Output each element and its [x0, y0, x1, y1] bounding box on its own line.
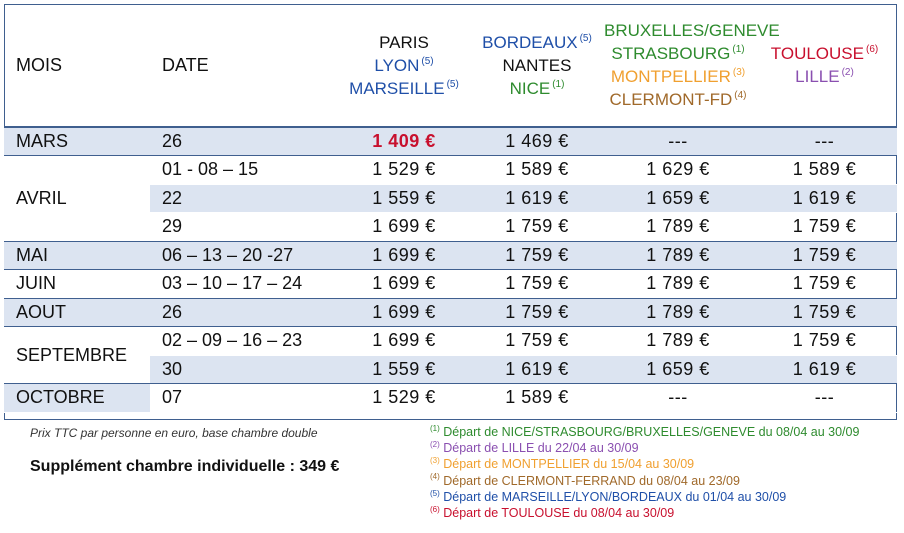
footnote-text: Départ de MARSEILLE/LYON/BORDEAUX du 01/04 au 30/09	[439, 489, 787, 504]
cell-price-col1: 1 529 €	[338, 384, 470, 413]
cell-price-col1: 1 559 €	[338, 355, 470, 384]
cell-price-col3: ---	[604, 127, 752, 156]
footnote-item	[428, 440, 859, 456]
cell-mois: JUIN	[4, 270, 150, 299]
cell-price-col2: 1 759 €	[470, 241, 604, 270]
header-city-name: LILLE	[795, 67, 840, 86]
header-city-name: BORDEAUX	[482, 32, 578, 52]
header-city-name: MONTPELLIER	[610, 67, 731, 86]
header-city-name: STRASBOURG	[611, 44, 731, 63]
header-city-name: PARIS	[379, 32, 429, 52]
cell-price-col4: ---	[752, 127, 897, 156]
footnote-item	[428, 505, 859, 521]
cell-price-col1: 1 409 €	[338, 127, 470, 156]
cell-price-col4: 1 619 €	[752, 355, 897, 384]
cell-price-col4: 1 589 €	[752, 156, 897, 185]
header-city-footnote: (4)	[734, 90, 747, 102]
header-city-footnote: (1)	[552, 78, 565, 90]
footnote-item	[428, 489, 859, 505]
cell-date: 26	[150, 127, 338, 156]
cell-date: 22	[150, 184, 338, 213]
header-city-name: BRUXELLES/GENEVE	[604, 21, 780, 40]
price-note: Prix TTC par personne en euro, base chambre double	[30, 426, 318, 440]
cell-price-col3: 1 789 €	[604, 270, 752, 299]
cell-price-col1: 1 699 €	[338, 298, 470, 327]
cell-date: 03 – 10 – 17 – 24	[150, 270, 338, 299]
cell-price-col4: 1 759 €	[752, 298, 897, 327]
header-city-name: CLERMONT-FD	[609, 90, 733, 109]
header-city-name: MARSEILLE	[349, 78, 445, 98]
footnotes	[428, 424, 859, 521]
header-city-name: TOULOUSE	[770, 44, 864, 63]
cell-date: 02 – 09 – 16 – 23	[150, 327, 338, 356]
footnote-number: (6)	[430, 504, 440, 514]
cell-price-col4: 1 759 €	[752, 213, 897, 242]
header-date: DATE	[150, 4, 338, 127]
header-city-footnote: (5)	[446, 78, 459, 90]
header-city	[752, 65, 897, 88]
footnote-text: Départ de NICE/STRASBOURG/BRUXELLES/GENEVE du 08/04 au 30/09	[439, 425, 860, 439]
header-city	[338, 54, 470, 77]
cell-price-col2: 1 759 €	[470, 270, 604, 299]
cell-price-col4: 1 759 €	[752, 327, 897, 356]
footnote-text: Départ de TOULOUSE du 08/04 au 30/09	[439, 506, 675, 521]
cell-price-col2: 1 589 €	[470, 156, 604, 185]
cell-mois: SEPTEMBRE	[4, 327, 150, 384]
header-city-footnote: (2)	[841, 67, 854, 79]
cell-price-col2: 1 589 €	[470, 384, 604, 413]
footnote-text: Départ de LILLE du 22/04 au 30/09	[439, 441, 639, 456]
cell-price-col1: 1 699 €	[338, 213, 470, 242]
cell-date: 01 - 08 – 15	[150, 156, 338, 185]
cell-mois: OCTOBRE	[4, 384, 150, 413]
header-mois: MOIS	[4, 4, 150, 127]
cell-price-col1: 1 699 €	[338, 241, 470, 270]
header-city-footnote: (3)	[732, 67, 746, 79]
cell-price-col3: ---	[604, 384, 752, 413]
cell-price-col2: 1 759 €	[470, 327, 604, 356]
footnote-item	[428, 473, 859, 489]
header-city-name: LYON	[374, 55, 420, 75]
header-city	[604, 88, 752, 111]
header-city	[604, 42, 752, 65]
footnote-number: (4)	[430, 472, 440, 482]
header-city-name: NANTES	[502, 55, 572, 75]
table-row	[4, 241, 897, 270]
footnote-number: (3)	[430, 456, 440, 466]
cell-date: 07	[150, 384, 338, 413]
header-city-footnote: (6)	[865, 44, 879, 56]
footnote-item	[428, 424, 859, 440]
cell-price-col1: 1 699 €	[338, 327, 470, 356]
cell-price-col3: 1 659 €	[604, 355, 752, 384]
table-row	[4, 298, 897, 327]
cell-price-col4: 1 619 €	[752, 184, 897, 213]
cell-mois: MAI	[4, 241, 150, 270]
cell-mois: AVRIL	[4, 156, 150, 242]
cell-price-col3: 1 789 €	[604, 327, 752, 356]
cell-date: 30	[150, 355, 338, 384]
cell-price-col2: 1 759 €	[470, 213, 604, 242]
footnote-text: Départ de MONTPELLIER du 15/04 au 30/09	[439, 457, 695, 472]
cell-price-col2: 1 619 €	[470, 184, 604, 213]
footnote-number: (5)	[430, 488, 440, 498]
table-row	[4, 327, 897, 356]
cell-price-col2: 1 619 €	[470, 355, 604, 384]
cell-price-col1: 1 699 €	[338, 270, 470, 299]
cell-price-col3: 1 659 €	[604, 184, 752, 213]
header-city	[338, 77, 470, 100]
cell-mois: AOUT	[4, 298, 150, 327]
cell-price-col4: 1 759 €	[752, 241, 897, 270]
supplement-text: Supplément chambre individuelle : 349 €	[30, 458, 340, 475]
header-col3	[604, 4, 780, 127]
cell-price-col2: 1 469 €	[470, 127, 604, 156]
table-row	[4, 384, 897, 413]
table-row	[4, 156, 897, 185]
header-city	[470, 77, 604, 100]
header-row	[4, 4, 897, 127]
footnote-number: (1)	[430, 423, 440, 433]
cell-date: 29	[150, 213, 338, 242]
footnote-number: (2)	[430, 440, 440, 450]
header-city-footnote: (5)	[579, 32, 592, 44]
cell-price-col1: 1 559 €	[338, 184, 470, 213]
cell-price-col1: 1 529 €	[338, 156, 470, 185]
header-city	[752, 42, 897, 65]
price-table-body	[4, 127, 897, 412]
cell-price-col3: 1 629 €	[604, 156, 752, 185]
cell-price-col3: 1 789 €	[604, 298, 752, 327]
footnote-item	[428, 456, 859, 472]
cell-price-col4: 1 759 €	[752, 270, 897, 299]
header-city	[604, 65, 752, 88]
header-city-footnote: (5)	[421, 55, 434, 67]
cell-price-col3: 1 789 €	[604, 213, 752, 242]
cell-mois: MARS	[4, 127, 150, 156]
header-city-footnote: (1)	[732, 44, 745, 56]
header-col2	[470, 4, 604, 127]
cell-price-col2: 1 759 €	[470, 298, 604, 327]
table-row	[4, 127, 897, 156]
price-table	[4, 4, 897, 413]
header-col1	[338, 4, 470, 127]
cell-price-col3: 1 789 €	[604, 241, 752, 270]
header-city-name: NICE	[509, 78, 551, 98]
footnote-text: Départ de CLERMONT-FERRAND du 08/04 au 23/09	[439, 473, 740, 488]
header-city	[338, 31, 470, 54]
table-row	[4, 270, 897, 299]
header-city	[604, 19, 780, 42]
cell-price-col4: ---	[752, 384, 897, 413]
cell-date: 06 – 13 – 20 -27	[150, 241, 338, 270]
cell-date: 26	[150, 298, 338, 327]
header-city	[470, 54, 604, 77]
header-city	[470, 31, 604, 54]
